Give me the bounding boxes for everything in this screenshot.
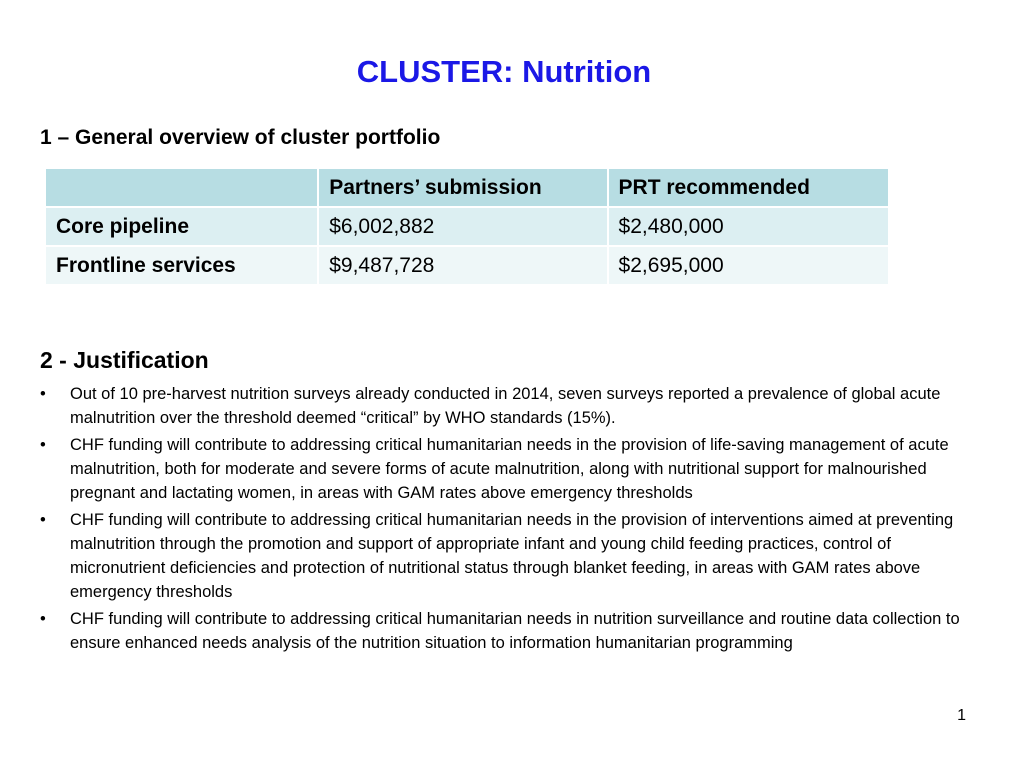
list-item-text: CHF funding will contribute to addressing critical humanitarian needs in the provision of life-saving management of acute malnutrition, both for moderate and severe forms of acute malnutrition, along with nutritional support for malnourished pregnant and lactating women, in areas with GAM rates above emergency thresholds [70,436,949,502]
list-item-text: CHF funding will contribute to addressing critical humanitarian needs in nutrition surveillance and routine data collection to ensure enhanced needs analysis of the nutrition situation to information humanitarian programming [70,610,960,652]
table-cell: $9,487,728 [318,246,607,285]
bullet-icon: • [40,436,46,454]
table-row-label: Core pipeline [45,207,318,246]
bullet-icon: • [40,385,46,403]
bullet-icon: • [40,610,46,628]
table-row [45,246,889,285]
table-cell: $6,002,882 [318,207,607,246]
table-row [45,207,889,246]
list-item-text: Out of 10 pre-harvest nutrition surveys already conducted in 2014, seven surveys reported a prevalence of global acute malnutrition over the threshold deemed “critical” by WHO standards (15%). [70,385,941,427]
table-header-cell: PRT recommended [608,168,889,207]
section-heading-overview: 1 – General overview of cluster portfolio [40,126,441,149]
table-cell: $2,480,000 [608,207,889,246]
table-header-cell: Partners’ submission [318,168,607,207]
portfolio-table [44,167,890,286]
list-item [40,382,980,430]
list-item [40,433,980,505]
slide-title: CLUSTER: Nutrition [356,54,652,89]
table-header-row [45,168,889,207]
page-number: 1 [957,707,966,724]
list-item-text: CHF funding will contribute to addressing critical humanitarian needs in the provision of interventions aimed at preventing malnutrition through the promotion and support of appropriate infant and young child feeding practices, control of micronutrient deficiencies and protection of nutritional status through blanket feeding, in areas with GAM rates above emergency thresholds [70,511,954,601]
justification-list [40,382,980,658]
list-item [40,508,980,604]
table-row-label: Frontline services [45,246,318,285]
table-cell: $2,695,000 [608,246,889,285]
table-header-cell [45,168,318,207]
section-heading-justification: 2 - Justification [40,347,209,373]
list-item [40,607,980,655]
bullet-icon: • [40,511,46,529]
